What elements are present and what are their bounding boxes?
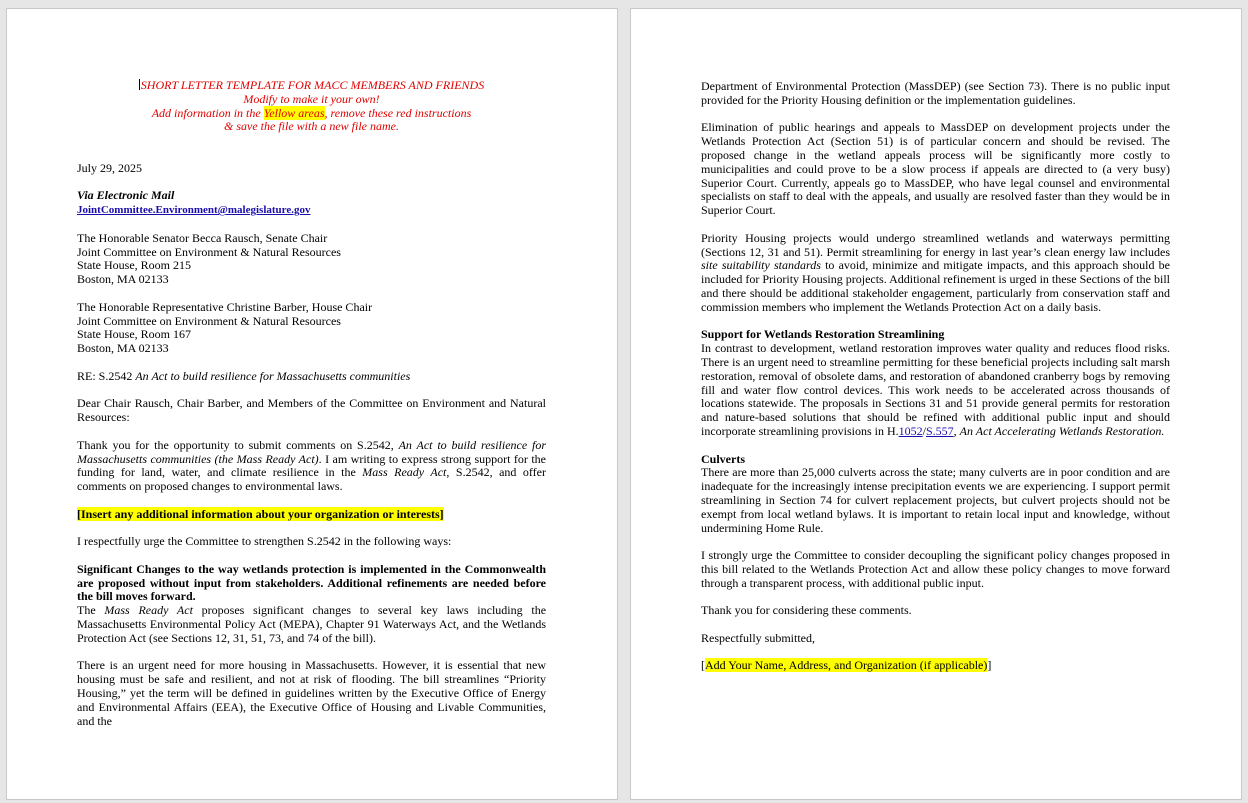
decouple-paragraph: I strongly urge the Committee to consider decoupling the significant policy changes proposed in this bill related to the Wetlands Protection Act and allow these policy changes to move forward through a transparent process, with additional public input.	[701, 548, 1170, 590]
senate-chair-address: The Honorable Senator Becca Rausch, Senate Chair Joint Committee on Environment & Natural Resources State House, Room 215 Boston, MA 02133	[77, 230, 341, 287]
document-page-1	[6, 8, 618, 800]
instruction-line-3: Add information in the Yellow areas, remove these red instructions	[151, 105, 472, 120]
appeals-paragraph: Elimination of public hearings and appeals to MassDEP on development projects under the Wetlands Protection Act (Section 51) is of particular concern and should be revised. The proposed change in the wetland appeals process will be significantly more costly to municipalities and could prove to be a slow process if appeals are directed to (a very busy) Superior Court. Currently, appeals go to MassDEP, who have legal counsel and environmental specialists on staff to deal with the appeals, and usually are resolved faster than they would be in Superior Court.	[701, 120, 1170, 218]
restoration-paragraph: In contrast to development, wetland restoration improves water quality and reduces flood risks. There is an urgent need to streamline permitting for these beneficial projects including salt marsh restoration, removal of obsolete dams, and restoration of abandoned cranberry bogs by removing fill and water flow control devices. This work needs to be accelerated across thousands of locations statewide. The proposals in Sections 31 and 51 provide general permits for restoration and nature-based solutions that should be refined with additional public input and should incorporate streamlining provisions in H.1052/S.557, An Act Accelerating Wetlands Restoration.	[701, 341, 1170, 438]
template-title: SHORT LETTER TEMPLATE FOR MACC MEMBERS AND FRIENDS	[140, 78, 485, 92]
committee-email-link[interactable]: JointCommittee.Environment@malegislature.gov	[77, 204, 311, 217]
complimentary-close: Respectfully submitted,	[701, 630, 815, 645]
s557-link[interactable]: S.557	[925, 423, 954, 438]
yellow-areas-highlight: Yellow areas	[263, 105, 325, 120]
house-chair-address: The Honorable Representative Christine Barber, House Chair Joint Committee on Environment & Natural Resources State House, Room 167 Boston, MA 02133	[77, 299, 373, 356]
urge-paragraph: I respectfully urge the Committee to strengthen S.2542 in the following ways:	[77, 534, 452, 549]
priority-housing-paragraph: Priority Housing projects would undergo streamlined wetlands and waterways permitting (Sections 12, 31 and 51). Permit streamlining for energy in last year’s clean energy law includes site suitability standards to avoid, minimize and mitigate impacts, and this approach should be included for Priority Housing projects. Additional refinement is urged in these Sections of the bill and there should be additional stakeholder engagement, particularly from conservation staff and commission members who implement the Wetlands Protection Act on a daily basis.	[701, 230, 1171, 314]
culverts-paragraph: There are more than 25,000 culverts across the state; many culverts are in poor condition and are inadequate for the increasingly intense precipitation events we are experiencing. I support permit streamlining in Section 74 for culvert replacement projects, but culvert projects should not be exempt from local wetland bylaws. It is important to retain local input and knowledge, without undermining Home Rule.	[701, 465, 1170, 535]
culverts-heading: Culverts	[701, 451, 745, 466]
salutation: Dear Chair Rausch, Chair Barber, and Members of the Committee on Environment and Natural Resources:	[77, 396, 546, 425]
organization-insert-placeholder[interactable]: [Insert any additional information about your organization or interests]	[77, 506, 444, 521]
delivery-method: Via Electronic Mail	[77, 188, 175, 203]
instruction-line-4: & save the file with a new file name.	[224, 119, 399, 134]
re-line: RE: S.2542 An Act to build resilience for Massachusetts communities	[77, 368, 411, 383]
housing-paragraph: There is an urgent need for more housing in Massachusetts. However, it is essential that new housing must be safe and resilient, and not at risk of flooding. The bill streamlines “Priority Housing,” yet the term will be defined in guidelines written by the Executive Office of Energy and Environmental Affairs (EEA), the Executive Office of Housing and Livable Communities, and the	[77, 658, 546, 728]
housing-continuation: Department of Environmental Protection (MassDEP) (see Section 73). There is no public input provided for the Priority Housing definition or the implementation guidelines.	[701, 79, 1170, 107]
mass-ready-paragraph: The Mass Ready Act proposes significant changes to several key laws including the Massachusetts Environmental Policy Act (MEPA), Chapter 91 Waterways Act, and the Wetlands Protection Act (see Sections 12, 31, 51, 73, and 74 of the bill).	[77, 603, 547, 645]
significant-changes-heading: Significant Changes to the way wetlands protection is implemented in the Commonwealth are proposed without input from stakeholders. Additional refinements are needed before the bill moves forward.	[77, 561, 546, 604]
h1052-link[interactable]: 1052	[898, 423, 923, 438]
text-cursor	[139, 79, 140, 90]
signature-placeholder[interactable]: [Add Your Name, Address, and Organization (if applicable)]	[701, 658, 992, 673]
closing-thanks: Thank you for considering these comments.	[701, 603, 912, 618]
instruction-line-2: Modify to make it your own!	[243, 91, 380, 106]
document-page-2	[630, 8, 1242, 800]
letter-date[interactable]: July 29, 2025	[77, 160, 143, 175]
restoration-heading: Support for Wetlands Restoration Streamlining	[701, 327, 945, 342]
template-instructions[interactable]	[47, 79, 576, 134]
thanks-paragraph: Thank you for the opportunity to submit comments on S.2542, An Act to build resilience for Massachusetts communities (the Mass Ready Act). I am writing to express strong support for the funding for land, water, and climate resilience in the Mass Ready Act, S.2542, and offer comments on proposed changes to environmental laws.	[77, 437, 546, 494]
page-2-body	[701, 80, 1170, 673]
page-1-body	[77, 79, 546, 728]
